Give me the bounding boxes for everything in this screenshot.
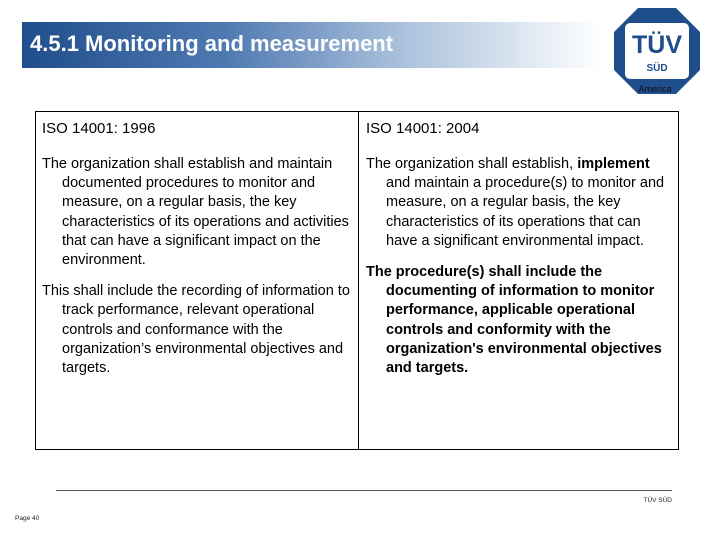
- page-number: Page 40: [15, 515, 40, 522]
- footer-divider: [56, 490, 672, 491]
- footer-brand: TÜV SÜD: [643, 497, 672, 504]
- paragraph-2004-text-end: and maintain a procedure(s) to monitor and measure, on a regular basis, the key characteristics of its operations that can have a significant environmental impact.: [386, 175, 665, 249]
- paragraph-2004-implement-emphasis: implement: [577, 156, 650, 172]
- paragraph-2004-procedures: [366, 155, 676, 251]
- title-banner: [22, 22, 602, 68]
- logo-sub-brand: SÜD: [646, 63, 668, 74]
- column-divider: [358, 112, 359, 449]
- page-title: 4.5.1 Monitoring and measurement: [30, 31, 394, 56]
- paragraph-1996-recording: This shall include the recording of information to track performance, relevant operational controls and conformance with the organization’s environmental objectives and targets.: [42, 283, 350, 377]
- paragraph-2004-documenting: The procedure(s) shall include the documenting of information to monitor performance, applicable operational controls and conformity with the organization's environmental objectives and targets.: [366, 264, 662, 377]
- column-heading-2004: ISO 14001: 2004: [366, 120, 480, 137]
- column-iso-1996: [42, 120, 352, 378]
- comparison-table: [35, 111, 679, 450]
- column-iso-2004: [366, 120, 676, 378]
- paragraph-1996-procedures: The organization shall establish and maintain documented procedures to monitor and measure, on a regular basis, the key characteristics of its operations and activities that can have a significant impact on the environment.: [42, 156, 349, 269]
- paragraph-2004-text-start: The organization shall establish,: [366, 156, 578, 172]
- tuv-sud-logo-icon: [612, 6, 702, 96]
- column-heading-1996: ISO 14001: 1996: [42, 120, 156, 137]
- logo-region: America: [638, 84, 672, 94]
- logo-wordmark: TÜV: [632, 31, 682, 59]
